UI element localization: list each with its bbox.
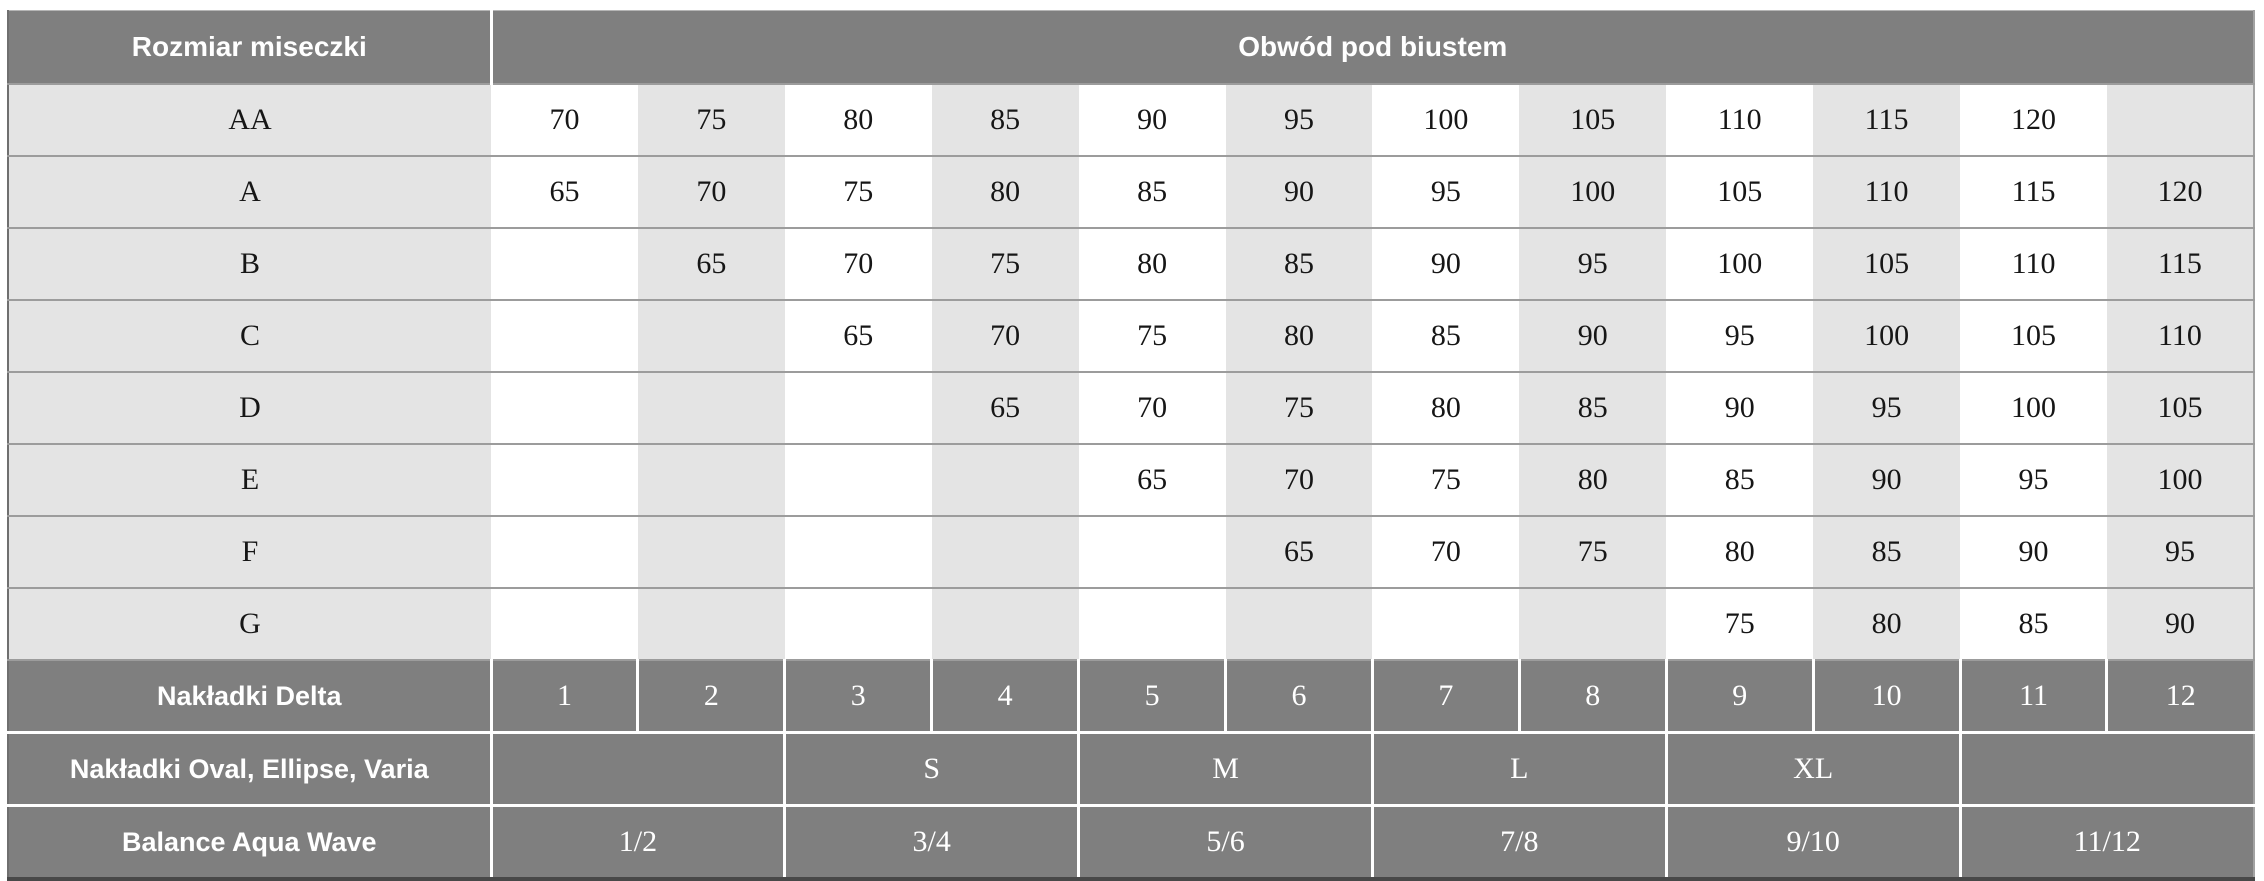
delta-cell: 4 — [932, 660, 1079, 733]
oval-span-cell: XL — [1666, 733, 1960, 806]
size-chart-table — [7, 10, 2255, 881]
size-cell: 115 — [1960, 156, 2107, 228]
oval-span-cell — [1960, 733, 2254, 806]
size-cell — [785, 444, 932, 516]
size-cell: 115 — [2107, 228, 2254, 300]
size-cell: 65 — [785, 300, 932, 372]
size-cell: 85 — [932, 84, 1079, 156]
size-cell — [1519, 588, 1666, 660]
balance-span-cell: 5/6 — [1079, 806, 1373, 880]
size-cell: 85 — [1813, 516, 1960, 588]
size-cell: 70 — [1226, 444, 1373, 516]
size-cell: 95 — [1960, 444, 2107, 516]
size-cell: 100 — [1813, 300, 1960, 372]
size-cell: 80 — [1813, 588, 1960, 660]
size-cell: 95 — [2107, 516, 2254, 588]
size-cell: 75 — [1226, 372, 1373, 444]
size-cell: 85 — [1226, 228, 1373, 300]
size-cell: 120 — [2107, 156, 2254, 228]
delta-cell: 3 — [785, 660, 932, 733]
cup-size-row — [8, 444, 2254, 516]
size-cell: 70 — [932, 300, 1079, 372]
delta-row — [8, 660, 2254, 733]
size-cell: 95 — [1372, 156, 1519, 228]
size-cell: 90 — [1372, 228, 1519, 300]
size-cell: 65 — [638, 228, 785, 300]
size-cell — [932, 516, 1079, 588]
cup-size-row — [8, 588, 2254, 660]
size-cell: 80 — [1079, 228, 1226, 300]
size-cell: 75 — [1519, 516, 1666, 588]
size-cell: 75 — [932, 228, 1079, 300]
cup-size-row — [8, 228, 2254, 300]
size-cell: 65 — [1226, 516, 1373, 588]
size-cell: 95 — [1519, 228, 1666, 300]
size-cell: 85 — [1666, 444, 1813, 516]
size-cell: 65 — [1079, 444, 1226, 516]
size-cell: 100 — [1960, 372, 2107, 444]
size-cell: 115 — [1813, 84, 1960, 156]
size-cell: 85 — [1519, 372, 1666, 444]
size-cell: 75 — [1372, 444, 1519, 516]
size-cell — [491, 228, 638, 300]
size-cell: 95 — [1666, 300, 1813, 372]
size-cell: 95 — [1226, 84, 1373, 156]
size-cell: 90 — [1960, 516, 2107, 588]
balance-row — [8, 806, 2254, 880]
size-cell: 100 — [1372, 84, 1519, 156]
size-cell: 85 — [1372, 300, 1519, 372]
size-cell: 110 — [1960, 228, 2107, 300]
cup-size-row — [8, 516, 2254, 588]
cup-size-header: Rozmiar miseczki — [8, 11, 491, 85]
size-cell: 75 — [1079, 300, 1226, 372]
size-cell: 100 — [1519, 156, 1666, 228]
size-cell — [491, 372, 638, 444]
delta-cell: 2 — [638, 660, 785, 733]
balance-span-cell: 1/2 — [491, 806, 785, 880]
balance-span-cell: 11/12 — [1960, 806, 2254, 880]
size-cell — [491, 444, 638, 516]
size-cell: 105 — [2107, 372, 2254, 444]
size-cell: 80 — [1666, 516, 1813, 588]
delta-cell: 5 — [1079, 660, 1226, 733]
cup-row-label: G — [8, 588, 491, 660]
size-cell: 85 — [1960, 588, 2107, 660]
size-cell — [785, 588, 932, 660]
cup-row-label: C — [8, 300, 491, 372]
size-cell — [638, 372, 785, 444]
size-cell: 80 — [1372, 372, 1519, 444]
size-cell: 85 — [1079, 156, 1226, 228]
cup-row-label: F — [8, 516, 491, 588]
size-cell: 70 — [638, 156, 785, 228]
size-cell — [638, 444, 785, 516]
size-cell — [2107, 84, 2254, 156]
size-cell: 90 — [1519, 300, 1666, 372]
size-cell — [491, 516, 638, 588]
cup-size-row — [8, 156, 2254, 228]
delta-cell: 8 — [1519, 660, 1666, 733]
size-cell: 65 — [932, 372, 1079, 444]
size-cell: 80 — [785, 84, 932, 156]
oval-span-cell: S — [785, 733, 1079, 806]
cup-size-row — [8, 300, 2254, 372]
size-cell: 110 — [1666, 84, 1813, 156]
delta-cell: 6 — [1226, 660, 1373, 733]
size-cell: 90 — [1226, 156, 1373, 228]
size-cell: 70 — [785, 228, 932, 300]
size-cell — [1226, 588, 1373, 660]
size-cell: 80 — [1226, 300, 1373, 372]
size-cell: 105 — [1960, 300, 2107, 372]
size-cell: 90 — [1666, 372, 1813, 444]
cup-row-label: B — [8, 228, 491, 300]
delta-cell: 1 — [491, 660, 638, 733]
size-cell — [932, 444, 1079, 516]
size-cell: 105 — [1813, 228, 1960, 300]
size-cell — [1079, 588, 1226, 660]
size-cell: 120 — [1960, 84, 2107, 156]
size-cell: 70 — [1079, 372, 1226, 444]
delta-cell: 10 — [1813, 660, 1960, 733]
size-cell: 100 — [2107, 444, 2254, 516]
size-cell — [785, 516, 932, 588]
oval-span-cell — [491, 733, 785, 806]
size-cell: 95 — [1813, 372, 1960, 444]
balance-row-label: Balance Aqua Wave — [8, 806, 491, 880]
delta-cell: 11 — [1960, 660, 2107, 733]
size-cell: 110 — [1813, 156, 1960, 228]
size-cell: 70 — [1372, 516, 1519, 588]
size-cell: 90 — [1079, 84, 1226, 156]
size-cell: 100 — [1666, 228, 1813, 300]
cup-row-label: A — [8, 156, 491, 228]
size-cell: 90 — [1813, 444, 1960, 516]
cup-row-label: AA — [8, 84, 491, 156]
delta-cell: 9 — [1666, 660, 1813, 733]
size-cell: 110 — [2107, 300, 2254, 372]
delta-cell: 12 — [2107, 660, 2254, 733]
size-cell: 105 — [1666, 156, 1813, 228]
size-cell — [491, 300, 638, 372]
cup-size-row — [8, 84, 2254, 156]
delta-cell: 7 — [1372, 660, 1519, 733]
size-cell — [638, 588, 785, 660]
header-row — [8, 11, 2254, 85]
size-cell: 80 — [932, 156, 1079, 228]
underbust-header: Obwód pod biustem — [491, 11, 2254, 85]
oval-span-cell: L — [1372, 733, 1666, 806]
size-cell: 80 — [1519, 444, 1666, 516]
size-chart — [7, 10, 2255, 858]
table-body — [8, 84, 2254, 879]
size-cell: 90 — [2107, 588, 2254, 660]
size-cell — [1079, 516, 1226, 588]
size-cell: 70 — [491, 84, 638, 156]
size-cell — [638, 516, 785, 588]
size-cell: 105 — [1519, 84, 1666, 156]
oval-row-label: Nakładki Oval, Ellipse, Varia — [8, 733, 491, 806]
oval-row — [8, 733, 2254, 806]
cup-row-label: D — [8, 372, 491, 444]
size-cell — [932, 588, 1079, 660]
size-cell — [1372, 588, 1519, 660]
balance-span-cell: 9/10 — [1666, 806, 1960, 880]
size-cell: 75 — [638, 84, 785, 156]
oval-span-cell: M — [1079, 733, 1373, 806]
size-cell: 65 — [491, 156, 638, 228]
size-cell — [491, 588, 638, 660]
size-cell: 75 — [1666, 588, 1813, 660]
size-cell — [785, 372, 932, 444]
size-cell: 75 — [785, 156, 932, 228]
cup-row-label: E — [8, 444, 491, 516]
delta-row-label: Nakładki Delta — [8, 660, 491, 733]
balance-span-cell: 3/4 — [785, 806, 1079, 880]
cup-size-row — [8, 372, 2254, 444]
balance-span-cell: 7/8 — [1372, 806, 1666, 880]
size-cell — [638, 300, 785, 372]
